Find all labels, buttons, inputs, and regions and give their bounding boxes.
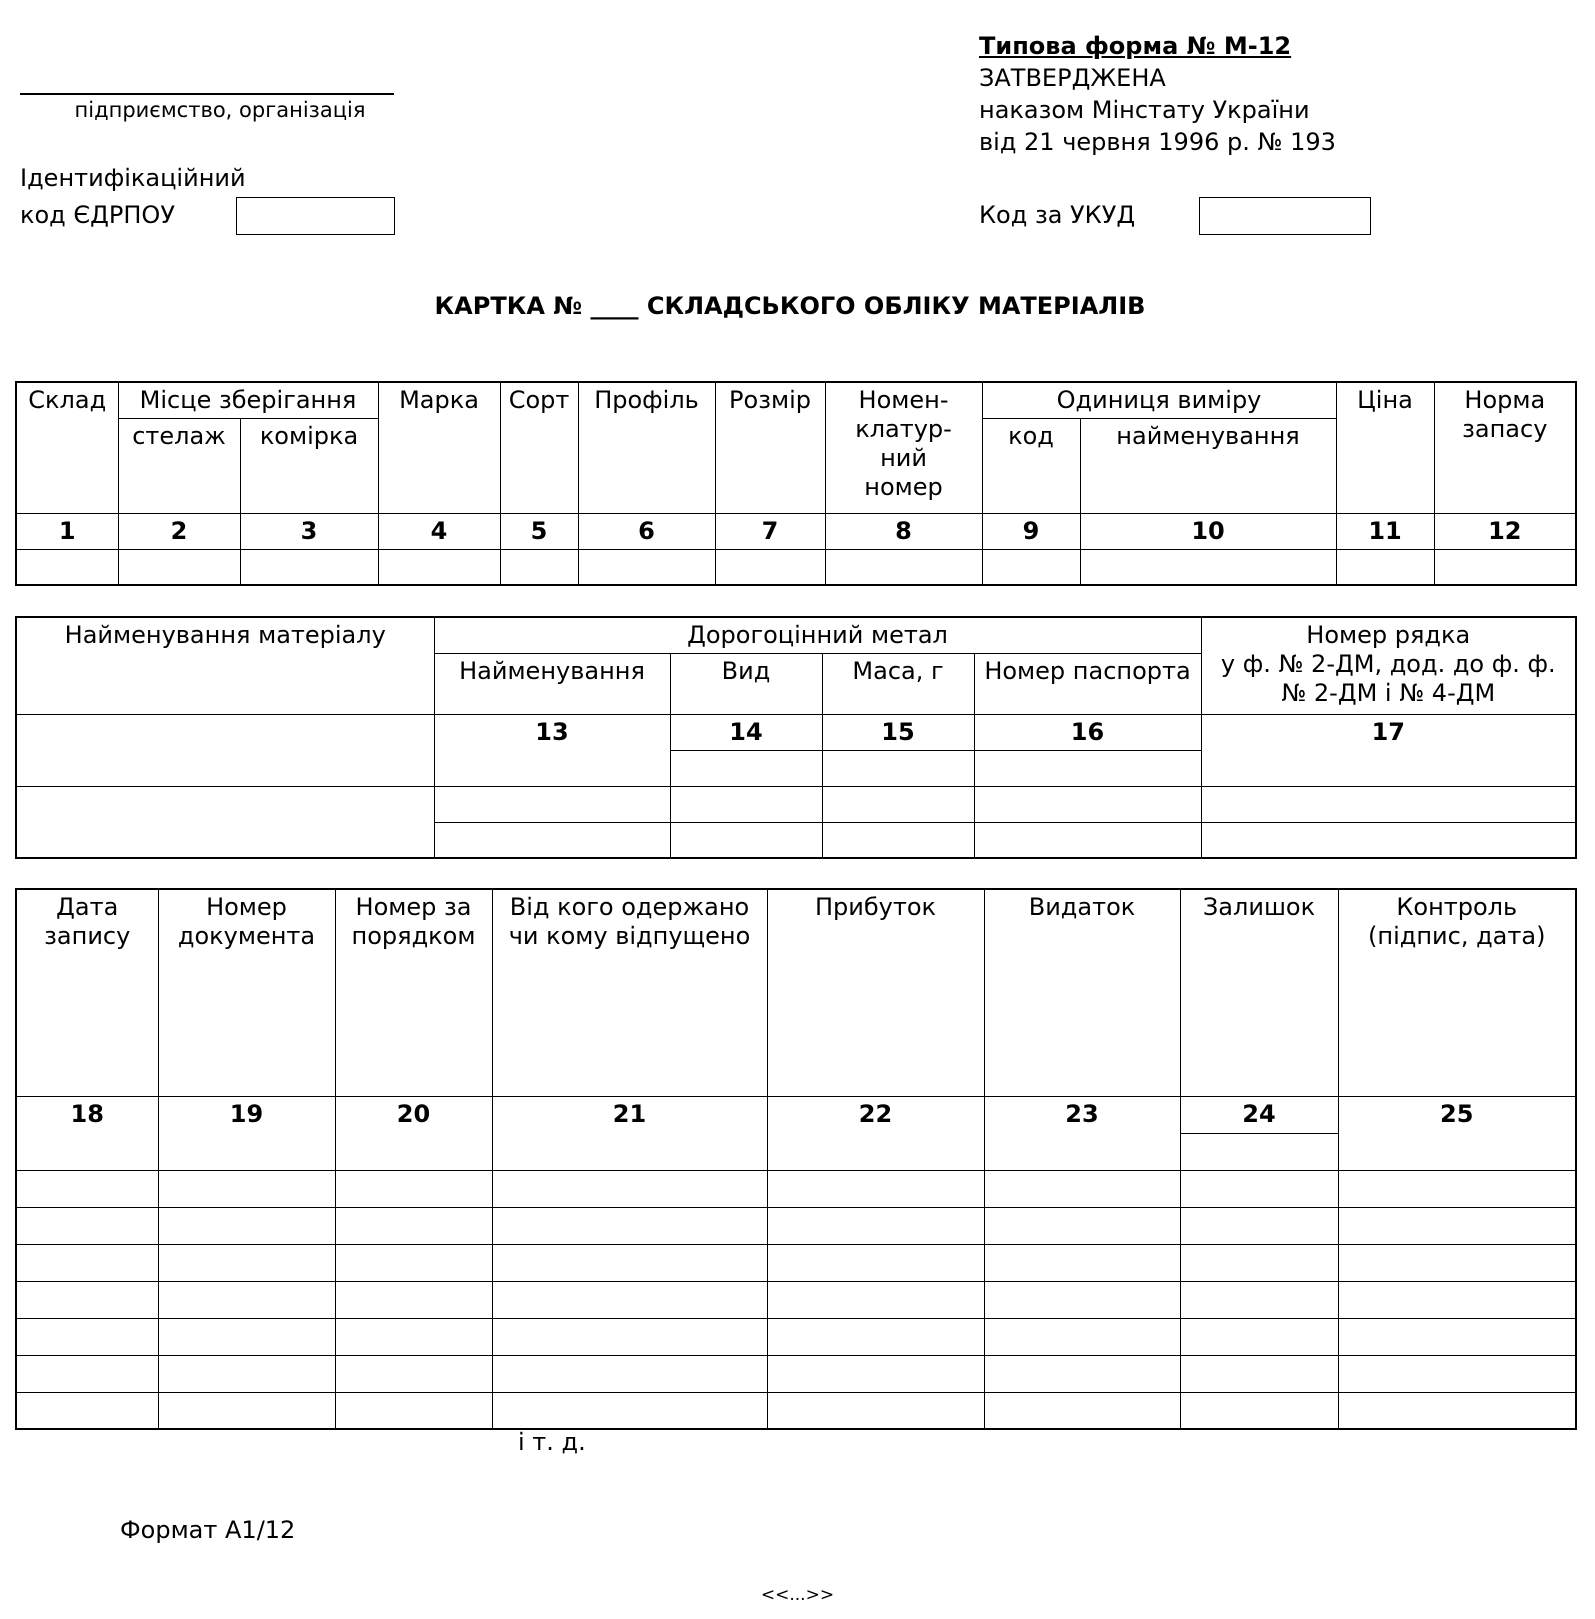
table-cell[interactable] (492, 1281, 767, 1318)
col-number: 4 (378, 513, 500, 549)
table-cell[interactable] (578, 549, 715, 585)
table-cell[interactable] (1338, 1170, 1576, 1207)
table-row (16, 1392, 1576, 1429)
table-cell[interactable] (1338, 1392, 1576, 1429)
table-cell[interactable] (984, 1207, 1180, 1244)
table-cell[interactable] (158, 1207, 335, 1244)
col-number: 5 (500, 513, 578, 549)
col-number: 8 (825, 513, 982, 549)
table-cell[interactable] (1338, 1207, 1576, 1244)
header-precious-metal: Дорогоцінний метал (434, 617, 1201, 653)
table-cell[interactable] (767, 1244, 984, 1281)
table-cell[interactable] (1180, 1170, 1338, 1207)
table-cell[interactable] (16, 1355, 158, 1392)
table-cell[interactable] (158, 1355, 335, 1392)
table-cell[interactable] (16, 714, 434, 786)
header-balance: Залишок (1180, 889, 1338, 1096)
precious-metal-table (15, 616, 1577, 859)
order-line2: порядком (351, 922, 476, 950)
col-number: 7 (715, 513, 825, 549)
header-metal-name: Найменування (434, 653, 670, 714)
nomen-line3: ний (880, 444, 927, 472)
table-cell[interactable] (158, 1281, 335, 1318)
table-cell[interactable] (1180, 1133, 1338, 1170)
table-cell[interactable] (492, 1355, 767, 1392)
header-cell: комірка (240, 418, 378, 513)
table-cell[interactable] (335, 1170, 492, 1207)
table-cell[interactable] (984, 1170, 1180, 1207)
header-unit: Одиниця виміру (982, 382, 1336, 418)
table-cell[interactable] (335, 1355, 492, 1392)
table-cell[interactable] (1338, 1355, 1576, 1392)
header-size: Розмір (715, 382, 825, 513)
table-cell[interactable] (767, 1170, 984, 1207)
table-row (16, 1281, 1576, 1318)
table-cell[interactable] (16, 1392, 158, 1429)
table-cell[interactable] (715, 549, 825, 585)
docno-line1: Номер (206, 893, 287, 921)
table-cell[interactable] (500, 549, 578, 585)
format-note: Формат А1/12 (120, 1516, 296, 1544)
col-number: 3 (240, 513, 378, 549)
table-cell[interactable] (158, 1170, 335, 1207)
header-nomenclature-number (825, 382, 982, 513)
header-record-date (16, 889, 158, 1096)
table-cell[interactable] (767, 1392, 984, 1429)
table-cell[interactable] (1201, 822, 1576, 858)
table-row (16, 1355, 1576, 1392)
col-number: 18 (16, 1096, 158, 1170)
approval-order: наказом Мінстату України (979, 96, 1310, 124)
table-cell[interactable] (118, 549, 240, 585)
table-cell[interactable] (434, 786, 670, 822)
header-rack: стелаж (118, 418, 240, 513)
table-row (16, 1170, 1576, 1207)
norm-line1: Норма (1464, 386, 1546, 414)
pager-marker: <<...>> (760, 1585, 835, 1605)
table-cell[interactable] (974, 750, 1201, 786)
from-line1: Від кого одержано (509, 893, 750, 921)
col-number: 12 (1434, 513, 1576, 549)
col-number: 9 (982, 513, 1080, 549)
table-cell[interactable] (16, 1170, 158, 1207)
table-cell[interactable] (492, 1244, 767, 1281)
from-line2: чи кому відпущено (508, 922, 751, 950)
header-control (1338, 889, 1576, 1096)
table-cell[interactable] (767, 1318, 984, 1355)
table-cell[interactable] (492, 1207, 767, 1244)
col-number: 24 (1180, 1096, 1338, 1133)
table-cell[interactable] (1180, 1244, 1338, 1281)
header-unit-code: код (982, 418, 1080, 513)
table-cell[interactable] (158, 1318, 335, 1355)
table-cell[interactable] (335, 1392, 492, 1429)
col-number: 23 (984, 1096, 1180, 1170)
row-number-line2: у ф. № 2-ДМ, дод. до ф. ф. (1220, 650, 1556, 678)
table-cell[interactable] (984, 1244, 1180, 1281)
col-number: 1 (16, 513, 118, 549)
header-brand: Марка (378, 382, 500, 513)
table-cell[interactable] (982, 549, 1080, 585)
col-number: 25 (1338, 1096, 1576, 1170)
table-cell[interactable] (335, 1281, 492, 1318)
table-row (16, 1207, 1576, 1244)
table-cell[interactable] (1336, 549, 1434, 585)
date-line1: Дата (56, 893, 119, 921)
table-cell[interactable] (492, 1392, 767, 1429)
table-cell[interactable] (974, 786, 1201, 822)
norm-line2: запасу (1462, 415, 1548, 443)
date-line2: запису (44, 922, 131, 950)
col-number: 15 (822, 714, 974, 750)
table-cell[interactable] (378, 549, 500, 585)
table-cell[interactable] (767, 1281, 984, 1318)
approved-label: ЗАТВЕРДЖЕНА (979, 64, 1166, 92)
docno-line2: документа (177, 922, 316, 950)
approval-date: від 21 червня 1996 р. № 193 (979, 128, 1336, 156)
table-cell[interactable] (1434, 549, 1576, 585)
movement-table (15, 888, 1577, 1430)
row-number-line1: Номер рядка (1306, 621, 1471, 649)
table-cell[interactable] (822, 822, 974, 858)
ukud-code-box[interactable] (1199, 197, 1371, 235)
etc-note: і т. д. (518, 1428, 586, 1456)
col-number: 14 (670, 714, 822, 750)
edrpou-label-line1: Ідентифікаційний (20, 164, 246, 192)
table-cell[interactable] (822, 786, 974, 822)
header-grade: Сорт (500, 382, 578, 513)
header-order-number (335, 889, 492, 1096)
form-number: Типова форма № М-12 (979, 32, 1292, 60)
table-cell[interactable] (1080, 549, 1336, 585)
table-cell[interactable] (822, 750, 974, 786)
approval-block (979, 30, 1336, 158)
table-cell[interactable] (1180, 1207, 1338, 1244)
col-number: 22 (767, 1096, 984, 1170)
table-cell[interactable] (670, 786, 822, 822)
col-number: 17 (1201, 714, 1576, 786)
table-cell[interactable] (1180, 1355, 1338, 1392)
header-storage-place: Місце зберігання (118, 382, 378, 418)
table-cell[interactable] (492, 1170, 767, 1207)
control-line1: Контроль (1396, 893, 1518, 921)
header-from-to (492, 889, 767, 1096)
table-cell[interactable] (240, 549, 378, 585)
col-number: 11 (1336, 513, 1434, 549)
table-cell[interactable] (767, 1207, 984, 1244)
table-cell[interactable] (984, 1281, 1180, 1318)
row-number-line3: № 2-ДМ і № 4-ДМ (1281, 679, 1496, 707)
header-metal-mass: Маса, г (822, 653, 974, 714)
table-cell[interactable] (984, 1392, 1180, 1429)
table-cell[interactable] (335, 1318, 492, 1355)
table-cell[interactable] (158, 1392, 335, 1429)
table-cell[interactable] (16, 786, 434, 858)
table-row (16, 786, 1576, 822)
control-line2: (підпис, дата) (1368, 922, 1546, 950)
ukud-label: Код за УКУД (979, 201, 1136, 229)
header-price: Ціна (1336, 382, 1434, 513)
table-cell[interactable] (16, 1207, 158, 1244)
table-cell[interactable] (1338, 1318, 1576, 1355)
table-cell[interactable] (825, 549, 982, 585)
table-cell[interactable] (492, 1318, 767, 1355)
col-number: 6 (578, 513, 715, 549)
header-income: Прибуток (767, 889, 984, 1096)
organization-line (20, 93, 394, 95)
header-sklad: Склад (16, 382, 118, 513)
table-cell[interactable] (1180, 1281, 1338, 1318)
edrpou-label-line2: код ЄДРПОУ (20, 201, 175, 229)
edrpou-code-box[interactable] (236, 197, 395, 235)
table-cell[interactable] (1201, 786, 1576, 822)
header-metal-kind: Вид (670, 653, 822, 714)
table-cell[interactable] (670, 822, 822, 858)
col-number: 13 (434, 714, 670, 786)
header-profile: Профіль (578, 382, 715, 513)
table-cell[interactable] (16, 1244, 158, 1281)
header-row-number (1201, 617, 1576, 714)
table-row (16, 1244, 1576, 1281)
organization-caption: підприємство, організація (74, 98, 366, 122)
table-cell[interactable] (1338, 1281, 1576, 1318)
table-cell[interactable] (984, 1355, 1180, 1392)
table-cell[interactable] (974, 822, 1201, 858)
table-cell[interactable] (1180, 1318, 1338, 1355)
table-cell[interactable] (158, 1244, 335, 1281)
col-number: 19 (158, 1096, 335, 1170)
header-passport-number: Номер паспорта (974, 653, 1201, 714)
col-number: 16 (974, 714, 1201, 750)
table-cell[interactable] (1338, 1244, 1576, 1281)
order-line1: Номер за (355, 893, 472, 921)
table-cell[interactable] (767, 1355, 984, 1392)
material-attributes-table (15, 381, 1577, 586)
table-cell[interactable] (335, 1244, 492, 1281)
header-unit-name: найменування (1080, 418, 1336, 513)
nomen-line4: номер (864, 473, 943, 501)
header-material-name: Найменування матеріалу (16, 617, 434, 714)
col-number: 21 (492, 1096, 767, 1170)
header-document-number (158, 889, 335, 1096)
col-number: 2 (118, 513, 240, 549)
header-expense: Видаток (984, 889, 1180, 1096)
header-stock-norm (1434, 382, 1576, 513)
nomen-line1: Номен- (858, 386, 949, 414)
table-row (16, 1318, 1576, 1355)
nomen-line2: клатур- (855, 415, 952, 443)
table-cell[interactable] (16, 1318, 158, 1355)
col-number: 20 (335, 1096, 492, 1170)
table-cell[interactable] (16, 549, 118, 585)
table-cell[interactable] (434, 822, 670, 858)
table-cell[interactable] (1180, 1392, 1338, 1429)
document-title: КАРТКА № ____ СКЛАДСЬКОГО ОБЛІКУ МАТЕРІАЛІВ (434, 292, 1146, 320)
table-cell[interactable] (670, 750, 822, 786)
table-cell[interactable] (984, 1318, 1180, 1355)
table-row (16, 549, 1576, 585)
table-cell[interactable] (335, 1207, 492, 1244)
col-number: 10 (1080, 513, 1336, 549)
table-cell[interactable] (16, 1281, 158, 1318)
